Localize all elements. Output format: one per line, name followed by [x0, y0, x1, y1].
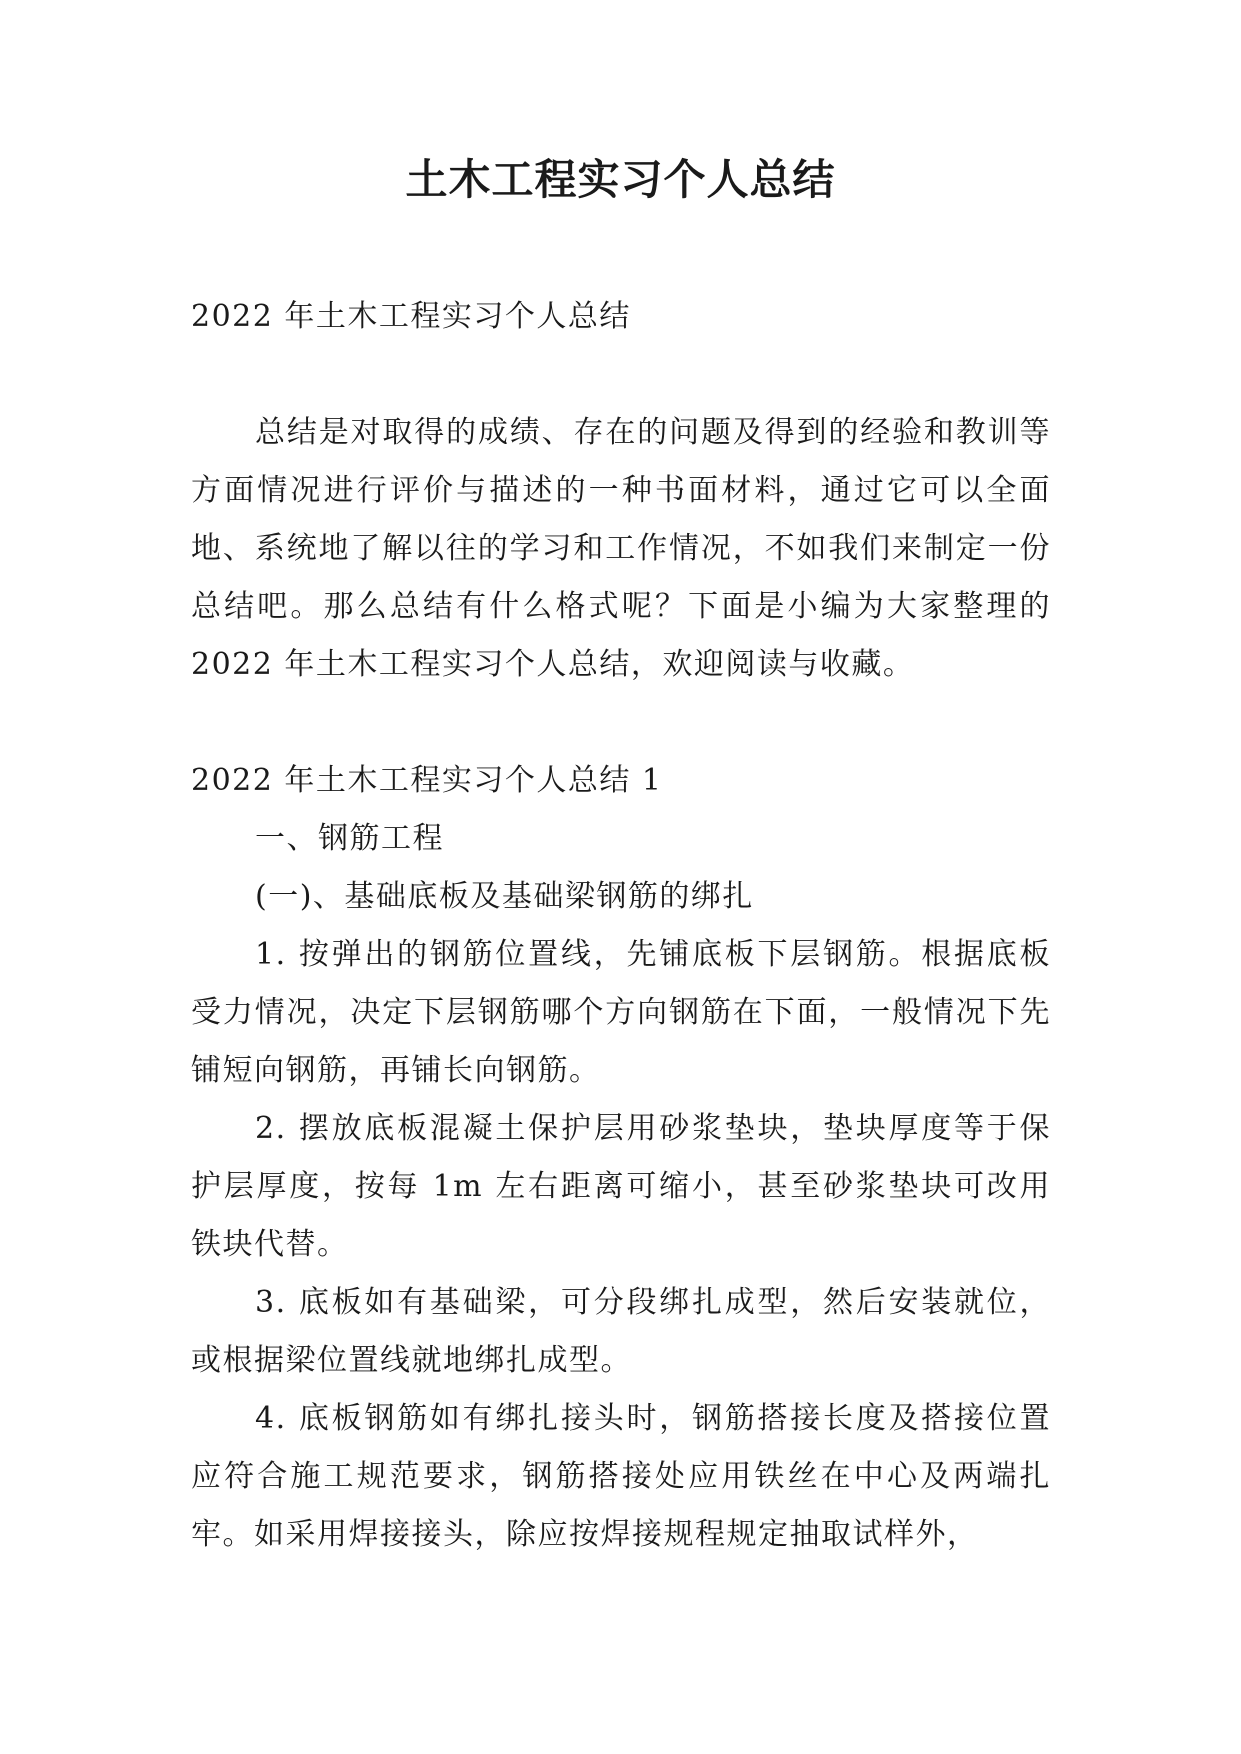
part-heading: 一、钢筋工程 — [255, 821, 444, 856]
sub-heading: (一)、基础底板及基础梁钢筋的绑扎 — [255, 879, 754, 914]
list-item: 4. 底板钢筋如有绑扎接头时，钢筋搭接长度及搭接位置应符合施工规范要求，钢筋搭接处应用铁丝在中心及两端扎牢。如采用焊接接头，除应按焊接规程规定抽取试样外， — [191, 1401, 1051, 1552]
list-item: 2. 摆放底板混凝土保护层用砂浆垫块，垫块厚度等于保护层厚度，按每 1m 左右距离可缩小，甚至砂浆垫块可改用铁块代替。 — [191, 1111, 1051, 1262]
document-subtitle: 2022 年土木工程实习个人总结 — [191, 299, 631, 334]
intro-paragraph: 总结是对取得的成绩、存在的问题及得到的经验和教训等方面情况进行评价与描述的一种书面材料，通过它可以全面地、系统地了解以往的学习和工作情况，不如我们来制定一份总结吧。那么总结有什么格式呢？下面是小编为大家整理的 2022 年土木工程实习个人总结，欢迎阅读与收藏。 — [191, 415, 1051, 682]
list-item: 3. 底板如有基础梁，可分段绑扎成型，然后安装就位，或根据梁位置线就地绑扎成型。 — [191, 1285, 1051, 1378]
document-title: 土木工程实习个人总结 — [405, 155, 836, 204]
list-item: 1. 按弹出的钢筋位置线，先铺底板下层钢筋。根据底板受力情况，决定下层钢筋哪个方向钢筋在下面，一般情况下先铺短向钢筋，再铺长向钢筋。 — [191, 937, 1051, 1088]
document-body — [191, 288, 1051, 1564]
section-heading: 2022 年土木工程实习个人总结 1 — [191, 763, 663, 798]
